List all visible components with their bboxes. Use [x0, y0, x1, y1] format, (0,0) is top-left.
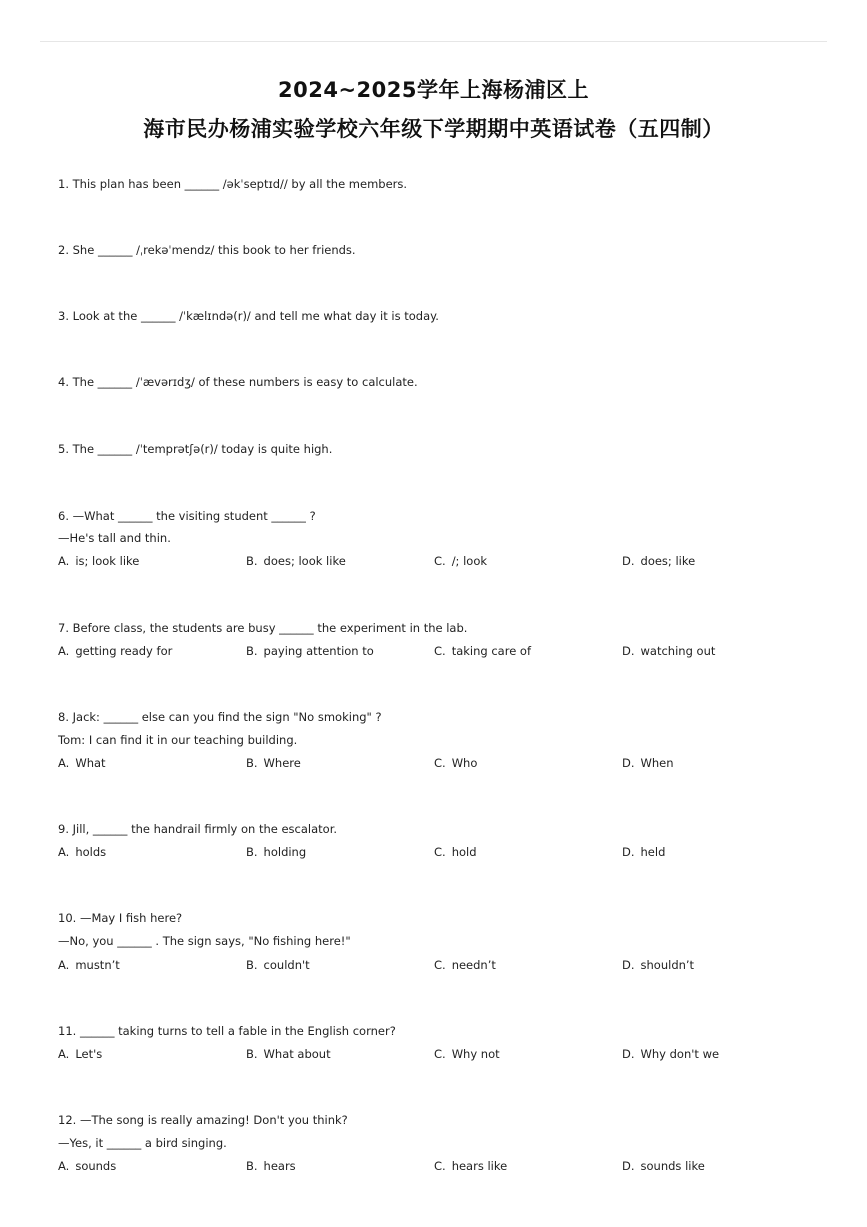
- q6-option-a[interactable]: [58, 553, 139, 569]
- option-text: taking care of: [451, 644, 532, 658]
- option-key: C.: [434, 644, 446, 658]
- option-text: Why not: [451, 1047, 500, 1061]
- option-key: A.: [58, 845, 70, 859]
- question-10: 10. —May I fish here?: [58, 911, 183, 925]
- q12-option-d[interactable]: [622, 1158, 705, 1174]
- option-key: B.: [246, 644, 258, 658]
- option-key: D.: [622, 845, 635, 859]
- question-12: 12. —The song is really amazing! Don't you think?: [58, 1113, 348, 1127]
- option-text: holds: [75, 845, 107, 859]
- option-key: C.: [434, 756, 446, 770]
- option-text: needn’t: [451, 958, 496, 972]
- option-text: Who: [451, 756, 478, 770]
- option-key: D.: [622, 644, 635, 658]
- q9-option-b[interactable]: [246, 844, 306, 860]
- option-text: Where: [263, 756, 301, 770]
- option-text: sounds like: [640, 1159, 705, 1173]
- option-key: D.: [622, 958, 635, 972]
- option-text: What about: [263, 1047, 331, 1061]
- q10-option-b[interactable]: [246, 957, 310, 973]
- q12-option-b[interactable]: [246, 1158, 296, 1174]
- q11-option-c[interactable]: [434, 1046, 500, 1062]
- question-6: 6. —What ______ the visiting student ______ ?: [58, 509, 316, 523]
- option-text: hears: [263, 1159, 296, 1173]
- option-key: B.: [246, 554, 258, 568]
- q8-option-c[interactable]: [434, 755, 477, 771]
- q6-option-d[interactable]: [622, 553, 695, 569]
- option-key: B.: [246, 1047, 258, 1061]
- q11-option-b[interactable]: [246, 1046, 331, 1062]
- q9-option-a[interactable]: [58, 844, 106, 860]
- option-key: C.: [434, 1159, 446, 1173]
- q7-option-b[interactable]: [246, 643, 374, 659]
- option-text: Let's: [75, 1047, 103, 1061]
- question-4: 4. The ______ /ˈævərɪdʒ/ of these numbers is easy to calculate.: [58, 375, 418, 389]
- option-text: couldn't: [263, 958, 310, 972]
- option-text: does; look like: [263, 554, 346, 568]
- q10-option-a[interactable]: [58, 957, 120, 973]
- option-text: sounds: [75, 1159, 117, 1173]
- question-11: 11. ______ taking turns to tell a fable in the English corner?: [58, 1024, 396, 1038]
- option-key: D.: [622, 756, 635, 770]
- option-text: When: [640, 756, 674, 770]
- q11-option-d[interactable]: [622, 1046, 719, 1062]
- option-key: C.: [434, 1047, 446, 1061]
- q6-option-b[interactable]: [246, 553, 346, 569]
- q10-option-d[interactable]: [622, 957, 694, 973]
- q7-option-c[interactable]: [434, 643, 531, 659]
- option-text: Why don't we: [640, 1047, 720, 1061]
- option-key: C.: [434, 958, 446, 972]
- option-key: A.: [58, 1047, 70, 1061]
- q7-option-a[interactable]: [58, 643, 172, 659]
- option-text: mustn’t: [75, 958, 120, 972]
- option-key: C.: [434, 845, 446, 859]
- option-key: A.: [58, 1159, 70, 1173]
- option-key: A.: [58, 756, 70, 770]
- option-key: D.: [622, 554, 635, 568]
- question-8-line-2: Tom: I can find it in our teaching building.: [58, 733, 298, 747]
- option-text: getting ready for: [75, 644, 173, 658]
- q9-option-c[interactable]: [434, 844, 477, 860]
- question-3: 3. Look at the ______ /ˈkælɪndə(r)/ and tell me what day it is today.: [58, 309, 439, 323]
- q8-option-a[interactable]: [58, 755, 106, 771]
- question-9: 9. Jill, ______ the handrail firmly on the escalator.: [58, 822, 338, 836]
- option-key: B.: [246, 958, 258, 972]
- header-divider: [40, 41, 827, 42]
- option-text: paying attention to: [263, 644, 374, 658]
- q6-option-c[interactable]: [434, 553, 487, 569]
- option-key: A.: [58, 958, 70, 972]
- q8-option-b[interactable]: [246, 755, 301, 771]
- q12-option-a[interactable]: [58, 1158, 116, 1174]
- option-text: does; like: [640, 554, 696, 568]
- q11-option-a[interactable]: [58, 1046, 102, 1062]
- question-10-line-2: —No, you ______ . The sign says, "No fishing here!": [58, 934, 351, 948]
- q12-option-c[interactable]: [434, 1158, 507, 1174]
- option-text: hears like: [451, 1159, 508, 1173]
- q7-option-d[interactable]: [622, 643, 715, 659]
- question-8: 8. Jack: ______ else can you find the sign "No smoking" ?: [58, 710, 382, 724]
- exam-title-line-1: 2024~2025学年上海杨浦区上: [278, 78, 589, 102]
- q9-option-d[interactable]: [622, 844, 665, 860]
- q8-option-d[interactable]: [622, 755, 674, 771]
- option-text: What: [75, 756, 106, 770]
- option-key: D.: [622, 1047, 635, 1061]
- option-key: C.: [434, 554, 446, 568]
- q10-option-c[interactable]: [434, 957, 496, 973]
- question-5: 5. The ______ /ˈtemprətʃə(r)/ today is quite high.: [58, 442, 333, 456]
- option-key: A.: [58, 554, 70, 568]
- question-12-line-2: —Yes, it ______ a bird singing.: [58, 1136, 227, 1150]
- question-6-line-2: —He's tall and thin.: [58, 531, 171, 545]
- question-2: 2. She ______ /ˌrekəˈmendz/ this book to her friends.: [58, 243, 356, 257]
- question-1: 1. This plan has been ______ /əkˈseptɪd// by all the members.: [58, 177, 408, 191]
- exam-title-line-2: 海市民办杨浦实验学校六年级下学期期中英语试卷（五四制）: [143, 117, 724, 141]
- option-text: watching out: [640, 644, 716, 658]
- option-key: D.: [622, 1159, 635, 1173]
- option-text: holding: [263, 845, 307, 859]
- option-key: B.: [246, 1159, 258, 1173]
- option-text: /; look: [451, 554, 488, 568]
- option-text: hold: [451, 845, 477, 859]
- question-7: 7. Before class, the students are busy ______ the experiment in the lab.: [58, 621, 468, 635]
- option-text: held: [640, 845, 666, 859]
- option-text: is; look like: [75, 554, 140, 568]
- option-key: A.: [58, 644, 70, 658]
- option-key: B.: [246, 756, 258, 770]
- option-text: shouldn’t: [640, 958, 695, 972]
- option-key: B.: [246, 845, 258, 859]
